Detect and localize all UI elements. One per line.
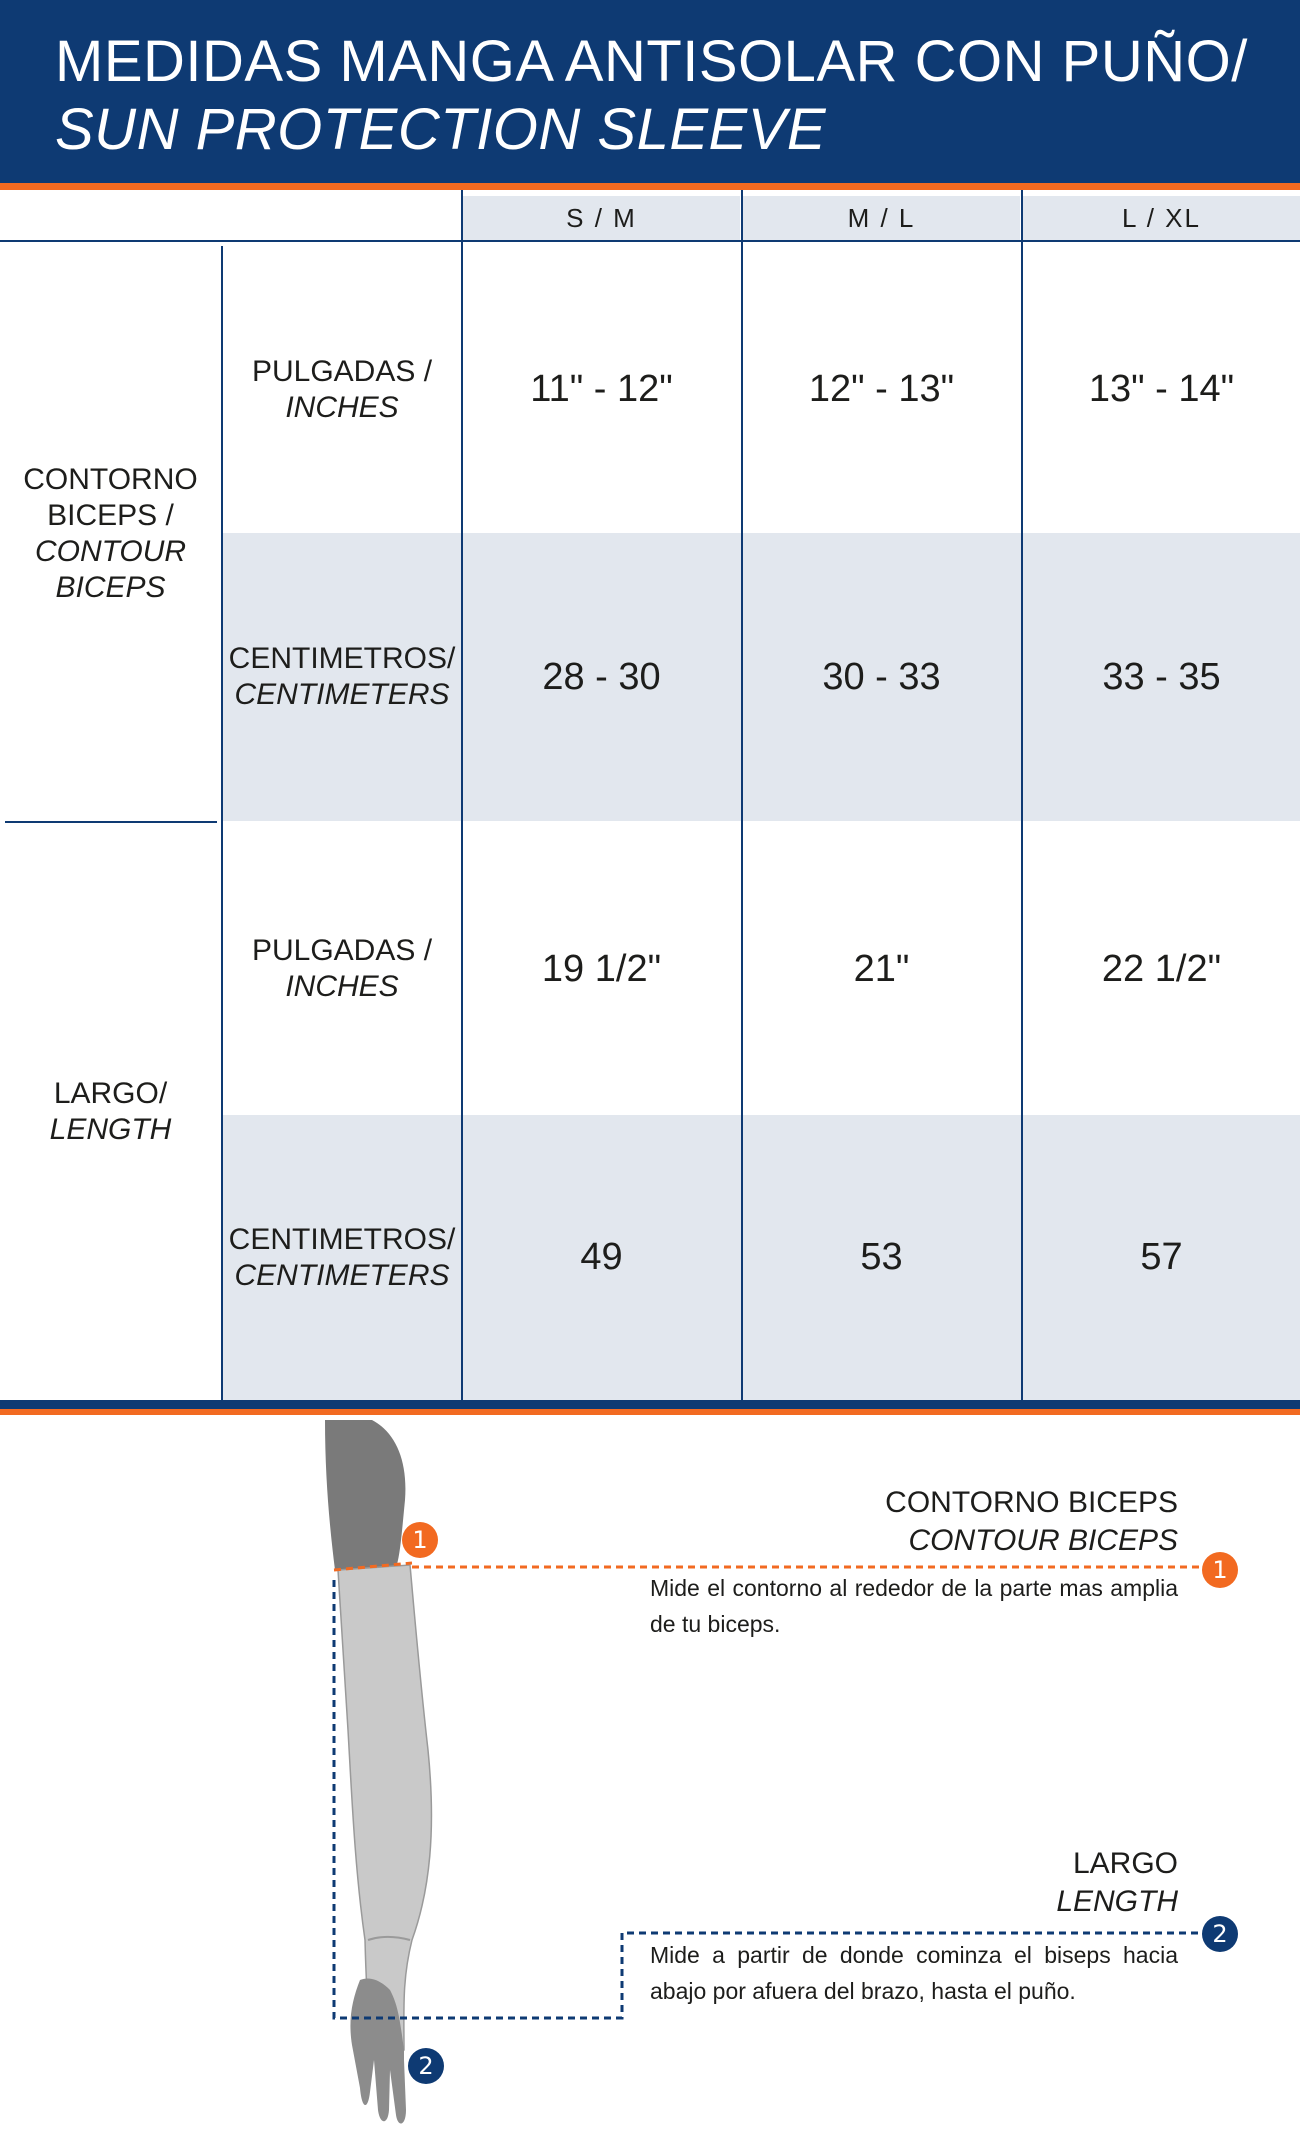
contour-description: Mide el contorno al rededor de la parte mas amplia de tu biceps. <box>650 1575 1178 1637</box>
group-label-length-en: LENGTH <box>49 1112 172 1146</box>
value-cell: 13" - 14" <box>1088 368 1235 410</box>
unit-label-inches <box>223 823 461 1115</box>
value-cell: 28 - 30 <box>542 655 661 698</box>
size-header-sm: S / M <box>463 196 740 240</box>
unit-es: CENTIMETROS/ <box>228 1222 456 1256</box>
unit-es: CENTIMETROS/ <box>228 642 456 675</box>
unit-en: CENTIMETERS <box>234 1258 450 1292</box>
contour-label-en: CONTOUR BICEPS <box>908 1524 1178 1557</box>
unit-label-centimeters <box>223 533 461 821</box>
group-label-contour-es-2: BICEPS / <box>47 498 174 532</box>
value-cell: 12" - 13" <box>808 368 955 410</box>
unit-en: INCHES <box>285 390 399 424</box>
title-line-2: SUN PROTECTION SLEEVE <box>55 97 827 162</box>
value-cell: 33 - 35 <box>1102 655 1221 698</box>
contour-label-es: CONTORNO BICEPS <box>885 1486 1178 1519</box>
title-line-1: MEDIDAS MANGA ANTISOLAR CON PUÑO/ <box>55 29 1248 94</box>
value-cell: 11" - 12" <box>530 368 673 410</box>
footer-stripe-blue <box>0 1400 1300 1409</box>
group-label-length-es: LARGO/ <box>53 1076 168 1110</box>
contour-badge-label: 1 <box>1202 1552 1238 1588</box>
length-label-es: LARGO <box>1072 1847 1178 1880</box>
group-label-contour-en-1: CONTOUR <box>34 534 187 568</box>
value-cell: 49 <box>580 1236 623 1278</box>
value-cell: 22 1/2" <box>1101 947 1222 990</box>
length-badge-arm: 2 <box>408 2048 444 2084</box>
unit-en: INCHES <box>285 970 399 1003</box>
size-header-ml: M / L <box>743 196 1020 240</box>
group-label-contour-en-2: BICEPS <box>55 570 166 604</box>
size-header-lxl: L / XL <box>1023 196 1300 240</box>
footer-stripe-orange <box>0 1409 1300 1415</box>
contour-badge-arm: 1 <box>402 1522 438 1558</box>
unit-label-centimeters <box>223 1115 461 1400</box>
value-cell: 30 - 33 <box>822 655 941 698</box>
unit-es: PULGADAS / <box>251 934 433 967</box>
header-divider <box>0 240 1300 242</box>
value-cell: 19 1/2" <box>541 947 662 990</box>
value-cell: 21" <box>853 947 910 990</box>
group-label-length <box>0 823 221 1400</box>
group-label-contour-es-1: CONTORNO <box>23 462 198 496</box>
length-label-en: LENGTH <box>1056 1885 1178 1918</box>
value-cell: 53 <box>860 1236 903 1278</box>
unit-en: CENTIMETERS <box>234 678 450 711</box>
unit-label-inches <box>223 246 461 533</box>
length-badge-label: 2 <box>1202 1916 1238 1952</box>
unit-es: PULGADAS / <box>251 354 433 388</box>
group-label-contour <box>0 246 221 821</box>
measure-diagram <box>0 1420 1300 2150</box>
length-description: Mide a partir de donde cominza el biseps hacia abajo por afuera del brazo, hasta el puño. <box>650 1942 1178 2004</box>
value-cell: 57 <box>1140 1236 1183 1278</box>
